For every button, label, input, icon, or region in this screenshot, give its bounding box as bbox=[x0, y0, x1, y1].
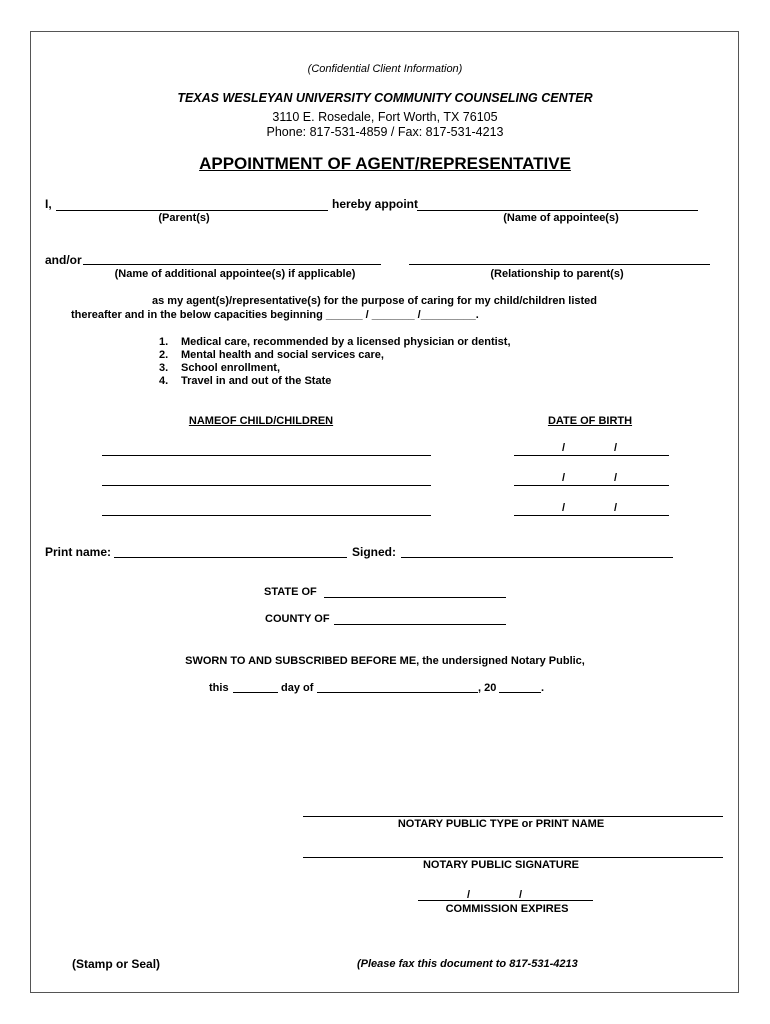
capacity-item: Travel in and out of the State bbox=[181, 375, 332, 387]
child-name-line-2[interactable] bbox=[102, 485, 431, 486]
notary-name-caption: NOTARY PUBLIC TYPE or PRINT NAME bbox=[397, 818, 605, 830]
this-label: this bbox=[209, 682, 229, 694]
organization-name: TEXAS WESLEYAN UNIVERSITY COMMUNITY COUNSELING CENTER bbox=[177, 91, 593, 105]
child-dob-line-1[interactable] bbox=[514, 455, 669, 456]
county-of-label: COUNTY OF bbox=[265, 613, 330, 625]
commission-separator: / bbox=[519, 889, 523, 901]
fax-instruction: (Please fax this document to 817-531-4213 bbox=[357, 958, 578, 970]
signed-label: Signed: bbox=[352, 545, 396, 559]
additional-appointee-caption: (Name of additional appointee(s) if applicable) bbox=[114, 268, 356, 280]
dob-header: DATE OF BIRTH bbox=[547, 415, 633, 427]
child-name-line-1[interactable] bbox=[102, 455, 431, 456]
organization-phone: Phone: 817-531-4859 / Fax: 817-531-4213 bbox=[266, 125, 504, 139]
purpose-text-line1: as my agent(s)/representative(s) for the purpose of caring for my child/children listed bbox=[152, 295, 597, 307]
organization-address: 3110 E. Rosedale, Fort Worth, TX 76105 bbox=[272, 110, 498, 124]
signature-line[interactable] bbox=[401, 557, 673, 558]
appointee-caption: (Name of appointee(s) bbox=[503, 212, 619, 224]
parent-caption: (Parent(s) bbox=[158, 212, 210, 224]
dob-separator: / bbox=[562, 502, 566, 514]
purpose-text-line2: thereafter and in the below capacities beginning ______ / _______ /_________. bbox=[71, 309, 479, 321]
capacity-number: 2. bbox=[159, 349, 169, 361]
capacity-item: Mental health and social services care, bbox=[181, 349, 384, 361]
year-prefix: , 20 bbox=[478, 682, 497, 694]
dob-separator: / bbox=[562, 472, 566, 484]
commission-separator: / bbox=[467, 889, 471, 901]
stamp-seal-label: (Stamp or Seal) bbox=[72, 957, 161, 971]
period: . bbox=[541, 682, 545, 694]
page-title: APPOINTMENT OF AGENT/REPRESENTATIVE bbox=[199, 154, 571, 173]
relationship-caption: (Relationship to parent(s) bbox=[490, 268, 624, 280]
day-of-label: day of bbox=[281, 682, 314, 694]
capacity-number: 4. bbox=[159, 375, 169, 387]
confidential-note: (Confidential Client Information) bbox=[307, 63, 463, 75]
capacity-number: 3. bbox=[159, 362, 169, 374]
capacity-number: 1. bbox=[159, 336, 169, 348]
additional-appointee-line[interactable] bbox=[83, 264, 381, 265]
notary-signature-caption: NOTARY PUBLIC SIGNATURE bbox=[422, 859, 580, 871]
appointee-name-line[interactable] bbox=[417, 210, 698, 211]
document-frame bbox=[30, 31, 739, 993]
commission-expires-line[interactable] bbox=[418, 900, 593, 901]
year-line[interactable] bbox=[499, 692, 541, 693]
capacity-item: School enrollment, bbox=[181, 362, 281, 374]
parent-name-line[interactable] bbox=[56, 210, 328, 211]
dob-separator: / bbox=[614, 472, 618, 484]
child-name-header: NAMEOF CHILD/CHILDREN bbox=[188, 415, 334, 427]
commission-expires-caption: COMMISSION EXPIRES bbox=[445, 903, 569, 915]
state-line[interactable] bbox=[324, 597, 506, 598]
notary-signature-line[interactable] bbox=[303, 857, 723, 858]
hereby-appoint-label: hereby appoint bbox=[332, 197, 419, 211]
i-label: I, bbox=[45, 197, 52, 211]
day-line[interactable] bbox=[233, 692, 278, 693]
capacity-item: Medical care, recommended by a licensed physician or dentist, bbox=[181, 336, 511, 348]
print-name-line[interactable] bbox=[114, 557, 347, 558]
child-dob-line-2[interactable] bbox=[514, 485, 669, 486]
and-or-label: and/or bbox=[45, 253, 82, 267]
month-line[interactable] bbox=[317, 692, 478, 693]
dob-separator: / bbox=[614, 502, 618, 514]
child-name-line-3[interactable] bbox=[102, 515, 431, 516]
state-of-label: STATE OF bbox=[264, 586, 317, 598]
dob-separator: / bbox=[614, 442, 618, 454]
county-line[interactable] bbox=[334, 624, 506, 625]
relationship-line[interactable] bbox=[409, 264, 710, 265]
notary-name-line[interactable] bbox=[303, 816, 723, 817]
dob-separator: / bbox=[562, 442, 566, 454]
print-name-label: Print name: bbox=[45, 545, 112, 559]
child-dob-line-3[interactable] bbox=[514, 515, 669, 516]
sworn-statement: SWORN TO AND SUBSCRIBED BEFORE ME, the undersigned Notary Public, bbox=[185, 655, 585, 667]
